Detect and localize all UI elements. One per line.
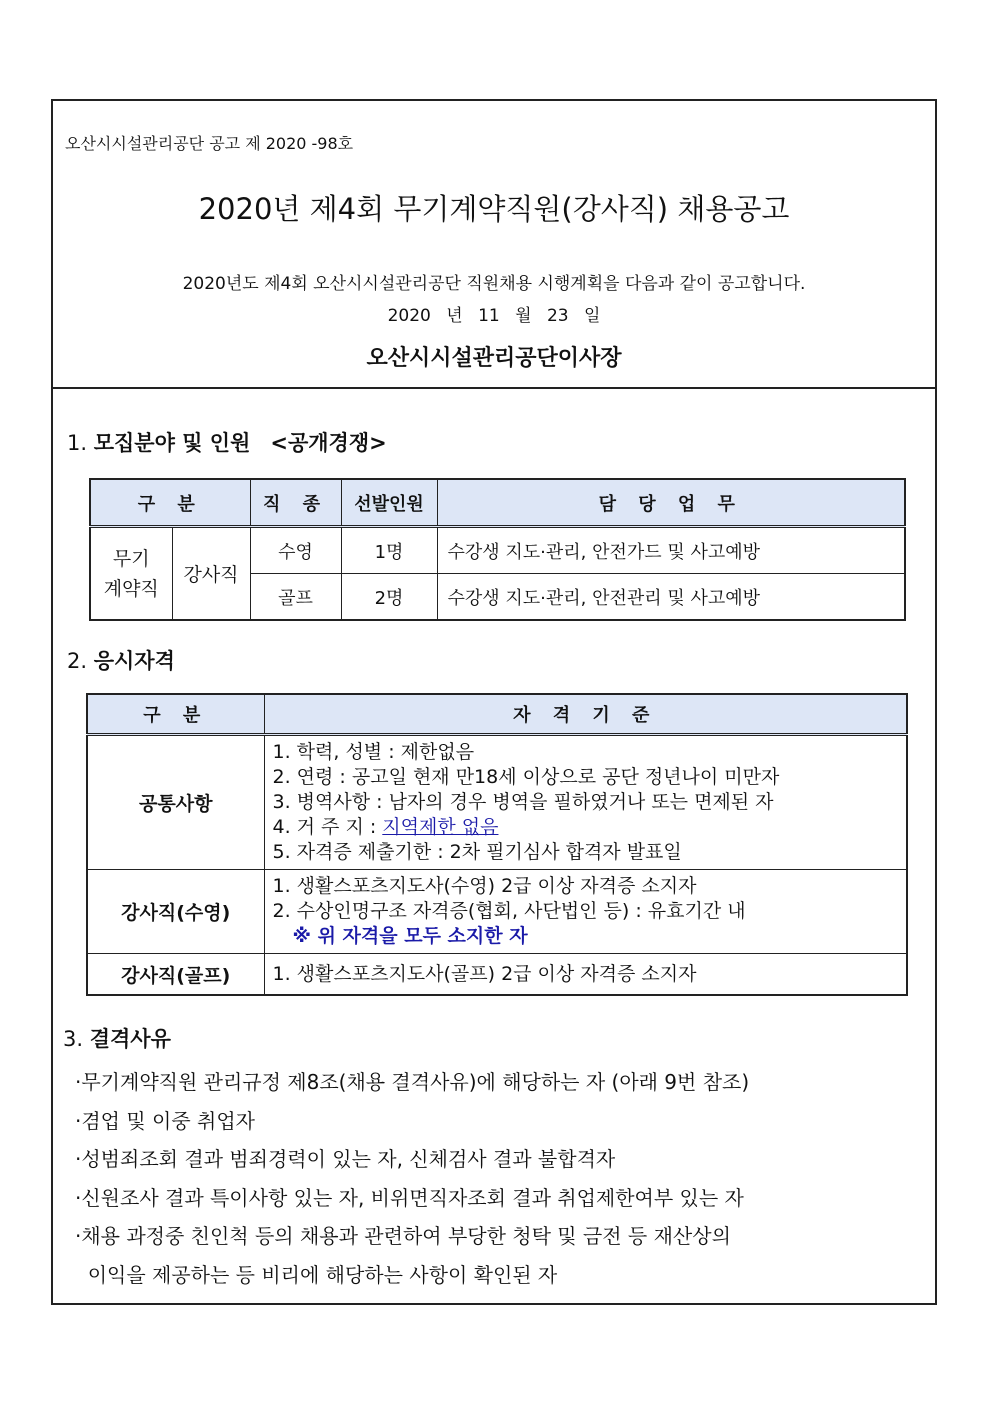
count-cell: 2명 (341, 574, 437, 621)
section1-heading (67, 427, 387, 457)
list-item: ·겸업 및 이중 취업자 (75, 1108, 255, 1133)
header-count: 선발인원 (341, 479, 437, 527)
list-item: ·채용 과정중 친인척 등의 채용과 관련하여 부당한 청탁 및 금전 등 재산상의 (75, 1224, 731, 1248)
section3-heading (63, 1023, 171, 1053)
header-job: 직 종 (250, 479, 341, 527)
section2-heading (67, 645, 175, 675)
list-item: 이익을 제공하는 등 비리에 해당하는 사항이 확인된 자 (75, 1262, 558, 1287)
header-criteria: 자 격 기 준 (264, 694, 907, 735)
page-title: 2020년 제4회 무기계약직원(강사직) 채용공고 (198, 192, 790, 226)
notice-number: 오산시시설관리공단 공고 제 2020 -98호 (65, 134, 354, 153)
header-divider (53, 387, 935, 389)
swim-criteria (264, 870, 907, 954)
criteria-line: 1. 생활스포츠지도사(수영) 2급 이상 자격증 소지자 (272, 875, 697, 897)
subcategory-cell: 강사직 (172, 527, 250, 621)
recruitment-table (89, 478, 906, 621)
qualification-table (86, 693, 908, 996)
section1-title: 모집분야 및 인원 (93, 431, 251, 455)
category-cell: 무기 계약직 (90, 527, 172, 621)
header-category: 구 분 (90, 479, 250, 527)
criteria-line: 2. 수상인명구조 자격증(협회, 사단법인 등) : 유효기간 내 (272, 900, 746, 922)
section1-number: 1. (67, 431, 88, 455)
section2-number: 2. (67, 649, 88, 673)
header-duty: 담 당 업 무 (437, 479, 905, 527)
residence-value: 지역제한 없음 (382, 816, 499, 838)
criteria-line: 2. 연령 : 공고일 현재 만18세 이상으로 공단 정년나이 미만자 (272, 766, 780, 788)
criteria-line: 1. 학력, 성별 : 제한없음 (272, 741, 475, 763)
common-criteria (264, 735, 907, 870)
duty-cell: 수강생 지도·관리, 안전관리 및 사고예방 (437, 574, 905, 621)
count-cell: 1명 (341, 527, 437, 574)
swim-note: ※ 위 자격을 모두 소지한 자 (292, 925, 528, 947)
golf-label: 강사직(골프) (87, 954, 264, 996)
notice-date: 2020 년 11 월 23 일 (387, 306, 601, 326)
swim-label: 강사직(수영) (87, 870, 264, 954)
section3-title: 결격사유 (89, 1027, 171, 1051)
disqualification-list (75, 1063, 749, 1294)
notice-frame (51, 99, 937, 1305)
criteria-line: 5. 자격증 제출기한 : 2차 필기심사 합격자 발표일 (272, 841, 682, 863)
duty-cell: 수강생 지도·관리, 안전가드 및 사고예방 (437, 527, 905, 574)
list-item: ·무기계약직원 관리규정 제8조(채용 결격사유)에 해당하는 자 (아래 9번 참조) (75, 1070, 750, 1094)
intro-text: 2020년도 제4회 오산시시설관리공단 직원채용 시행계획을 다음과 같이 공고합니다. (182, 274, 806, 294)
section3-number: 3. (63, 1027, 84, 1051)
organization-name: 오산시시설관리공단이사장 (366, 346, 622, 371)
header-category: 구 분 (87, 694, 264, 735)
criteria-line-residence (273, 815, 899, 840)
list-item: ·신원조사 결과 특이사항 있는 자, 비위면직자조회 결과 취업제한여부 있는 자 (75, 1185, 744, 1210)
job-cell: 수영 (250, 527, 341, 574)
common-label: 공통사항 (87, 735, 264, 870)
golf-criteria: 1. 생활스포츠지도사(골프) 2급 이상 자격증 소지자 (264, 954, 907, 996)
list-item: ·성범죄조회 결과 범죄경력이 있는 자, 신체검사 결과 불합격자 (75, 1147, 616, 1171)
criteria-line: 3. 병역사항 : 남자의 경우 병역을 필하였거나 또는 면제된 자 (272, 791, 774, 813)
section2-title: 응시자격 (93, 649, 175, 673)
section1-tag: <공개경쟁> (270, 431, 387, 455)
residence-label: 4. 거 주 지 : (272, 816, 383, 838)
job-cell: 골프 (250, 574, 341, 621)
